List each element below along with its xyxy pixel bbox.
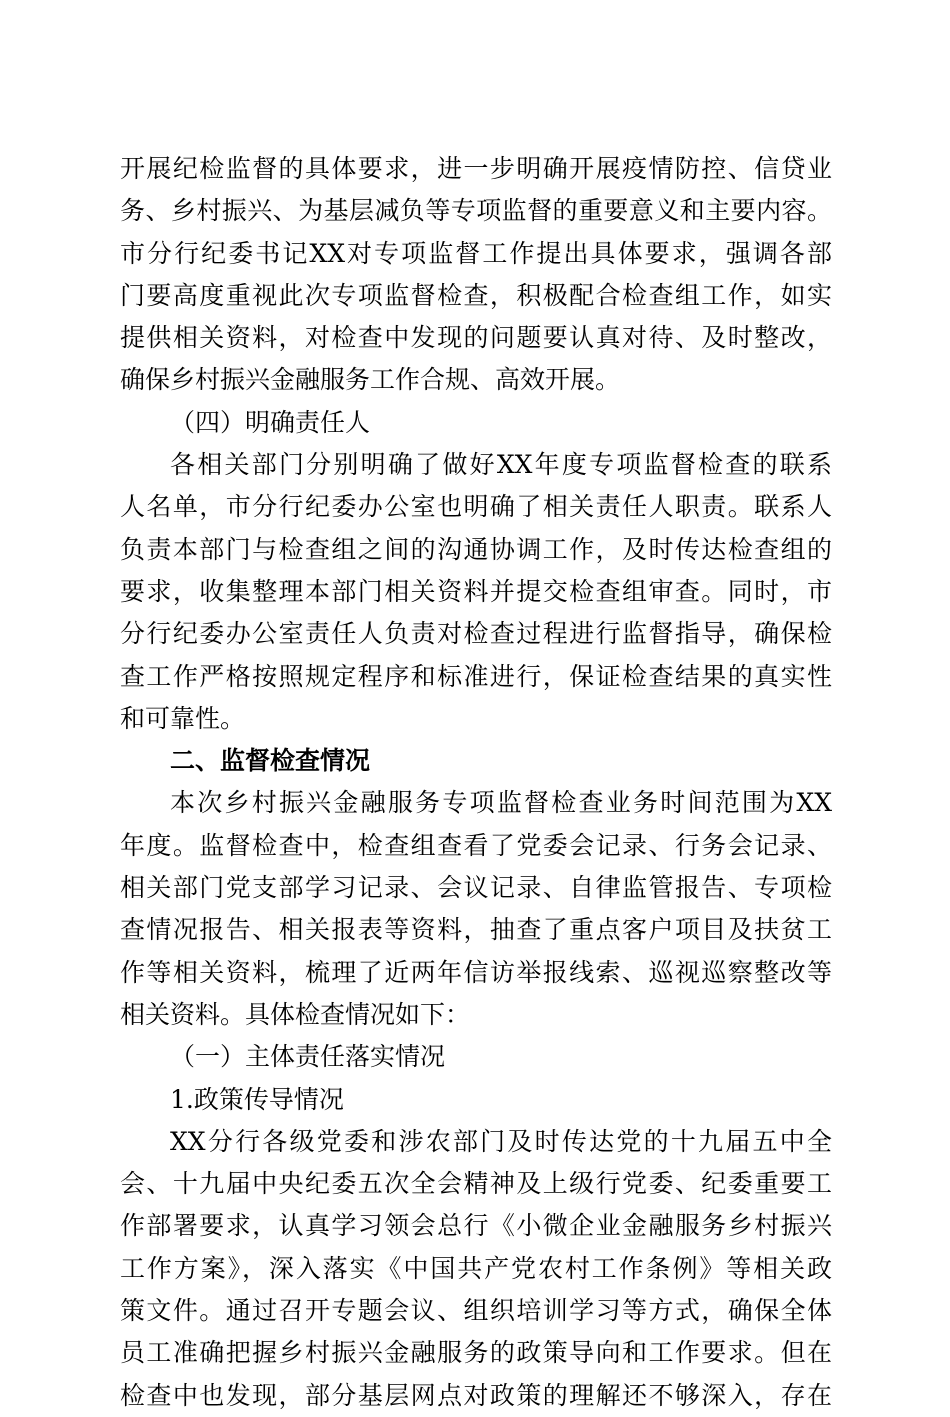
section-heading-four: （四）明确责任人 xyxy=(170,407,371,437)
text-line: 各相关部门分别明确了做好XX年度专项监督检查的联系 xyxy=(170,450,832,480)
text-line: 工作方案》，深入落实《中国共产党农村工作条例》等相关政 xyxy=(120,1253,832,1283)
text-line: XX分行各级党委和涉农部门及时传达党的十九届五中全 xyxy=(170,1126,832,1156)
section-heading-two: 二、监督检查情况 xyxy=(170,746,371,776)
text-line: 员工准确把握乡村振兴金融服务的政策导向和工作要求。但在 xyxy=(120,1338,832,1368)
text-line: 查工作严格按照规定程序和标准进行，保证检查结果的真实性 xyxy=(120,661,832,691)
text-line: 负责本部门与检查组之间的沟通协调工作，及时传达检查组的 xyxy=(120,534,832,564)
text-line: 相关部门党支部学习记录、会议记录、自律监管报告、专项检 xyxy=(120,873,832,903)
text-line: 分行纪委办公室责任人负责对检查过程进行监督指导，确保检 xyxy=(120,619,832,649)
text-line: 检查中也发现，部分基层网点对政策的理解还不够深入，存在 xyxy=(120,1380,832,1410)
text-line: 相关资料。具体检查情况如下： xyxy=(120,999,471,1029)
subsection-heading: 1.政策传导情况 xyxy=(170,1084,344,1114)
document-body xyxy=(120,148,832,1417)
text-line: 和可靠性。 xyxy=(120,703,246,733)
text-line: 确保乡村振兴金融服务工作合规、高效开展。 xyxy=(120,365,621,395)
text-line: 要求，收集整理本部门相关资料并提交检查组审查。同时，市 xyxy=(120,576,832,606)
text-line: 人名单，市分行纪委办公室也明确了相关责任人职责。联系人 xyxy=(120,492,832,522)
paragraph-responsibility xyxy=(120,444,832,740)
section-heading-one: （一）主体责任落实情况 xyxy=(170,1042,446,1072)
text-line: 务、乡村振兴、为基层减负等专项监督的重要意义和主要内容。 xyxy=(120,196,832,226)
text-line: 查情况报告、相关报表等资料，抽查了重点客户项目及扶贫工 xyxy=(120,915,832,945)
paragraph-meeting-requirements xyxy=(120,148,832,402)
text-line: 策文件。通过召开专题会议、组织培训学习等方式，确保全体 xyxy=(120,1296,832,1326)
text-line: 会、十九届中央纪委五次全会精神及上级行党委、纪委重要工 xyxy=(120,1169,832,1199)
text-line: 本次乡村振兴金融服务专项监督检查业务时间范围为XX xyxy=(170,788,832,818)
text-line: 开展纪检监督的具体要求，进一步明确开展疫情防控、信贷业 xyxy=(120,154,832,183)
text-line: 门要高度重视此次专项监督检查，积极配合检查组工作，如实 xyxy=(120,280,832,310)
text-line: 年度。监督检查中，检查组查看了党委会记录、行务会记录、 xyxy=(120,830,832,860)
text-line: 作部署要求，认真学习领会总行《小微企业金融服务乡村振兴 xyxy=(120,1211,832,1241)
paragraph-policy-transmission xyxy=(120,1121,832,1417)
text-line: 提供相关资料，对检查中发现的问题要认真对待、及时整改， xyxy=(120,323,832,353)
text-line: 市分行纪委书记XX对专项监督工作提出具体要求，强调各部 xyxy=(120,238,832,268)
text-line: 作等相关资料，梳理了近两年信访举报线索、巡视巡察整改等 xyxy=(120,957,832,987)
paragraph-inspection-overview xyxy=(120,782,832,1036)
